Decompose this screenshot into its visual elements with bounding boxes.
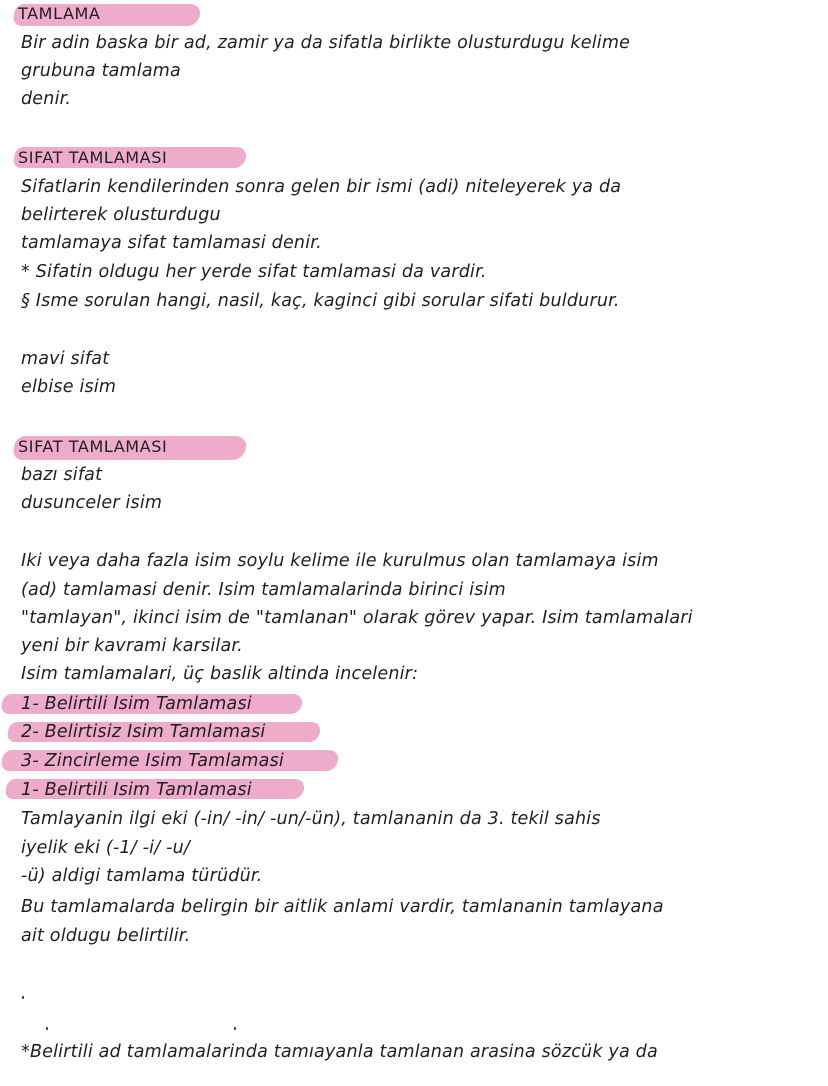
footer-line: *Belirtili ad tamlamalarinda tamıayanla tamlanan arasina sözcük ya da <box>21 1042 658 1062</box>
belirtili-line-5: ait oldugu belirtilir. <box>21 926 191 946</box>
belirtili-line-1: Tamlayanin ilgi eki (-in/ -in/ -un/-ün), tamlananin da 3. tekil sahis <box>21 809 601 829</box>
tamlama-line-1: Bir adin baska bir ad, zamir ya da sifatla birlikte olusturdugu kelime <box>21 33 631 53</box>
tamlama-line-2: grubuna tamlama <box>21 61 181 81</box>
list-item-3: 3- Zincirleme Isim Tamlamasi <box>21 751 284 771</box>
sifat-line-5: § Isme sorulan hangi, nasil, kaç, kaginci gibi sorular sifati buldurur. <box>21 291 620 311</box>
list-item-1: 1- Belirtili Isim Tamlamasi <box>21 694 252 714</box>
sifat-line-2: belirterek olusturdugu <box>21 205 221 225</box>
isim-line-2: (ad) tamlamasi denir. Isim tamlamalarinda birinci isim <box>21 580 506 600</box>
sifat-line-3: tamlamaya sifat tamlamasi denir. <box>21 233 322 253</box>
list-item-2: 2- Belirtisiz Isim Tamlamasi <box>21 722 266 742</box>
belirtili-line-4: Bu tamlamalarda belirgin bir aitlik anlami vardir, tamlananin tamlayana <box>21 897 664 917</box>
heading-sifat-tamlamasi-2: SIFAT TAMLAMASI <box>18 437 168 456</box>
pen-dot <box>46 1027 48 1030</box>
belirtili-line-3: -ü) aldigi tamlama türüdür. <box>21 866 263 886</box>
isim-line-3: "tamlayan", ikinci isim de "tamlanan" olarak görev yapar. Isim tamlamalari <box>21 608 693 628</box>
isim-line-5: Isim tamlamalari, üç baslik altinda incelenir: <box>21 664 419 684</box>
example-2-line-1: bazı sifat <box>21 465 103 485</box>
heading-sifat-tamlamasi-1: SIFAT TAMLAMASI <box>18 148 168 167</box>
sifat-line-1: Sifatlarin kendilerinden sonra gelen bir ismi (adi) niteleyerek ya da <box>21 177 622 197</box>
belirtili-line-2: iyelik eki (-1/ -i/ -u/ <box>21 838 191 858</box>
sifat-line-4: * Sifatin oldugu her yerde sifat tamlamasi da vardir. <box>21 262 487 282</box>
example-1-line-2: elbise isim <box>21 377 117 397</box>
pen-dot <box>22 996 24 999</box>
isim-line-1: Iki veya daha fazla isim soylu kelime ile kurulmus olan tamlamaya isim <box>21 551 659 571</box>
tamlama-line-3: denir. <box>21 89 72 109</box>
list-item-4: 1- Belirtili Isim Tamlamasi <box>21 780 252 800</box>
isim-line-4: yeni bir kavrami karsilar. <box>21 636 243 656</box>
example-1-line-1: mavi sifat <box>21 349 110 369</box>
pen-dot <box>234 1027 236 1030</box>
example-2-line-2: dusunceler isim <box>21 493 163 513</box>
heading-tamlama: TAMLAMA <box>18 4 101 23</box>
